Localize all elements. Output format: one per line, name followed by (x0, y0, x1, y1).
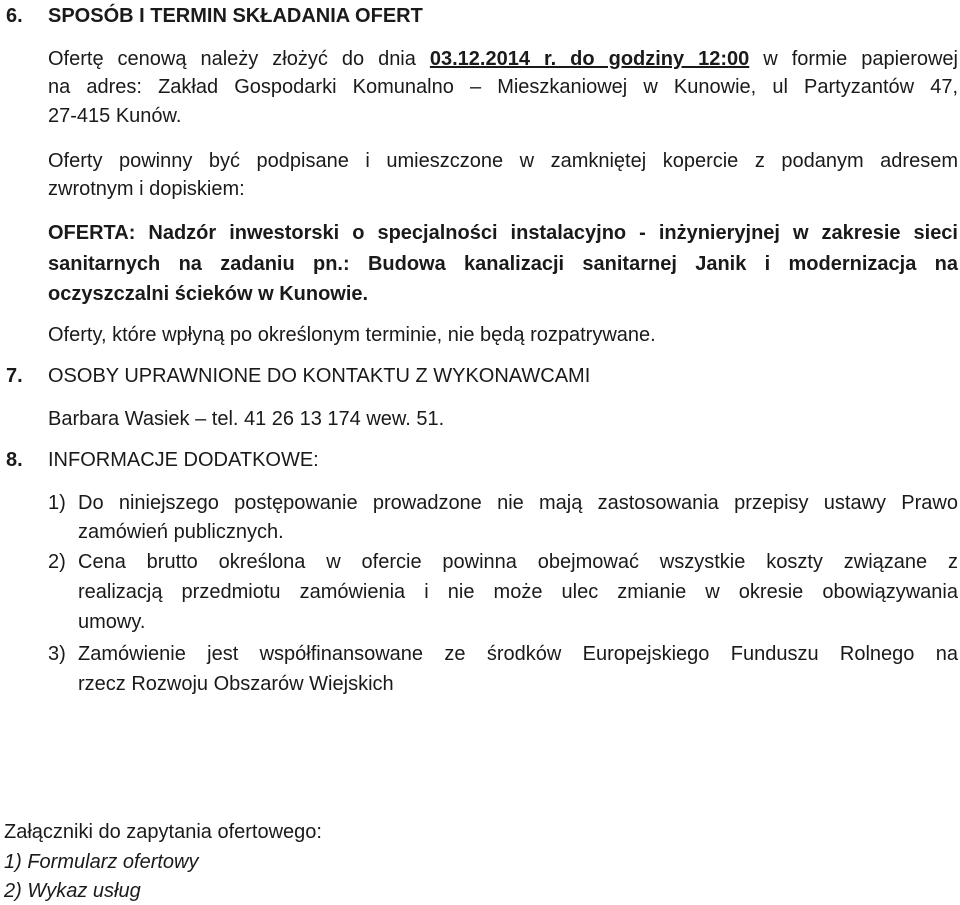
list-item-number: 3) (48, 643, 66, 665)
list-item-number: 1) (48, 492, 66, 514)
list-item-text: Zamówienie jest współfinansowane ze środków Europejskiego Funduszu Rolnego na (78, 643, 958, 665)
deadline-paragraph-line-1: Ofertę cenową należy złożyć do dnia 03.12.2014 r. do godziny 12:00 w formie papierowej (48, 48, 958, 70)
envelope-paragraph-line-1: Oferty powinny być podpisane i umieszczone w zamkniętej kopercie z podanym adresem (48, 150, 958, 172)
section-title: INFORMACJE DODATKOWE: (48, 449, 319, 471)
list-item-text: zamówień publicznych. (78, 521, 284, 543)
deadline-date: 03.12.2014 r. do godziny 12:00 (429, 48, 750, 70)
oferta-label-line-2: sanitarnych na zadaniu pn.: Budowa kanalizacji sanitarnej Janik i modernizacja na (48, 253, 958, 275)
list-item-text: Cena brutto określona w ofercie powinna obejmować wszystkie koszty związane z (78, 551, 958, 573)
contact-person: Barbara Wasiek – tel. 41 26 13 174 wew. 51. (48, 408, 445, 430)
late-offers-note: Oferty, które wpłyną po określonym terminie, nie będą rozpatrywane. (48, 324, 656, 346)
attachments-heading: Załączniki do zapytania ofertowego: (4, 821, 322, 843)
section-number: 7. (6, 365, 23, 387)
list-item-number: 2) (48, 551, 66, 573)
section-title: SPOSÓB I TERMIN SKŁADANIA OFERT (48, 5, 423, 27)
attachment-item: 2) Wykaz usług (4, 880, 141, 902)
section-number: 8. (6, 449, 23, 471)
section-number: 6. (6, 5, 23, 27)
list-item-text: realizacją przedmiotu zamówienia i nie może ulec zmianie w okresie obowiązywania (78, 581, 958, 603)
oferta-label-line-3: oczyszczalni ścieków w Kunowie. (48, 283, 369, 305)
list-item-text: rzecz Rozwoju Obszarów Wiejskich (78, 673, 394, 695)
list-item-text: Do niniejszego postępowanie prowadzone nie mają zastosowania przepisy ustawy Prawo (78, 492, 958, 514)
deadline-paragraph-line-2: na adres: Zakład Gospodarki Komunalno – Mieszkaniowej w Kunowie, ul Partyzantów 47, (48, 76, 958, 98)
attachment-item: 1) Formularz ofertowy (4, 851, 199, 873)
section-title: OSOBY UPRAWNIONE DO KONTAKTU Z WYKONAWCAMI (48, 365, 591, 387)
envelope-paragraph-line-2: zwrotnym i dopiskiem: (48, 178, 245, 200)
list-item-text: umowy. (78, 611, 146, 633)
oferta-label-line-1: OFERTA: Nadzór inwestorski o specjalności instalacyjno - inżynieryjnej w zakresie sieci (48, 222, 958, 244)
deadline-paragraph-line-3: 27-415 Kunów. (48, 105, 182, 127)
